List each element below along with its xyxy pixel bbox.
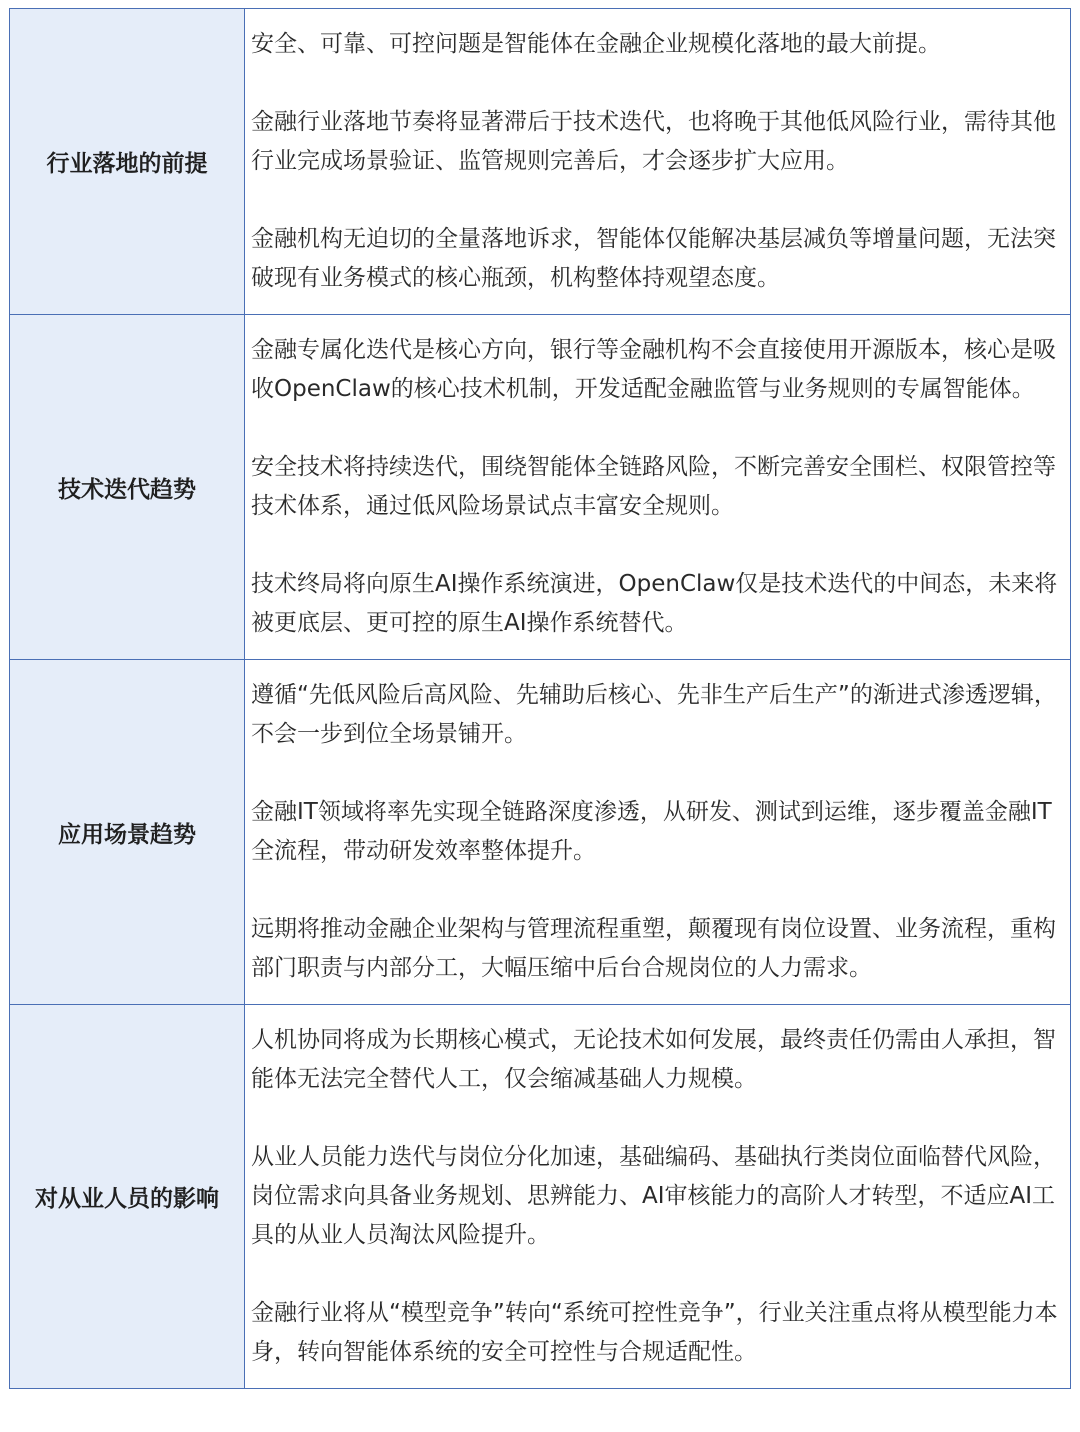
paragraph: 远期将推动金融企业架构与管理流程重塑，颠覆现有岗位设置、业务流程，重构部门职责与内部分工，大幅压缩中后台合规岗位的人力需求。 xyxy=(251,916,1056,981)
paragraph: 安全、可靠、可控问题是智能体在金融企业规模化落地的最大前提。 xyxy=(251,31,941,57)
row-label: 技术迭代趋势 xyxy=(10,315,245,659)
row-content xyxy=(245,9,1070,314)
paragraph: 金融专属化迭代是核心方向，银行等金融机构不会直接使用开源版本，核心是吸收OpenClaw的核心技术机制，开发适配金融监管与业务规则的专属智能体。 xyxy=(251,337,1056,402)
table-row-workforce-impact xyxy=(10,1005,1070,1388)
row-content xyxy=(245,315,1070,659)
paragraph: 金融IT领域将率先实现全链路深度渗透，从研发、测试到运维，逐步覆盖金融IT全流程，带动研发效率整体提升。 xyxy=(251,799,1052,864)
paragraph: 安全技术将持续迭代，围绕智能体全链路风险，不断完善安全围栏、权限管控等技术体系，通过低风险场景试点丰富安全规则。 xyxy=(251,454,1056,519)
trend-table xyxy=(9,8,1071,1389)
paragraph: 遵循“先低风险后高风险、先辅助后核心、先非生产后生产”的渐进式渗透逻辑，不会一步到位全场景铺开。 xyxy=(251,682,1057,747)
paragraph: 金融行业将从“模型竞争”转向“系统可控性竞争”，行业关注重点将从模型能力本身，转向智能体系统的安全可控性与合规适配性。 xyxy=(251,1300,1058,1365)
table-row-industry-premise xyxy=(10,9,1070,315)
table-row-scenario-trend xyxy=(10,660,1070,1005)
paragraph: 金融行业落地节奏将显著滞后于技术迭代，也将晚于其他低风险行业，需待其他行业完成场景验证、监管规则完善后，才会逐步扩大应用。 xyxy=(251,109,1056,174)
row-content xyxy=(245,660,1070,1004)
paragraph: 技术终局将向原生AI操作系统演进，OpenClaw仅是技术迭代的中间态，未来将被更底层、更可控的原生AI操作系统替代。 xyxy=(251,571,1058,636)
table-row-tech-trend xyxy=(10,315,1070,660)
row-label: 行业落地的前提 xyxy=(10,9,245,314)
row-content xyxy=(245,1005,1070,1388)
paragraph: 金融机构无迫切的全量落地诉求，智能体仅能解决基层减负等增量问题，无法突破现有业务模式的核心瓶颈，机构整体持观望态度。 xyxy=(251,226,1056,291)
row-label: 对从业人员的影响 xyxy=(10,1005,245,1388)
paragraph: 从业人员能力迭代与岗位分化加速，基础编码、基础执行类岗位面临替代风险，岗位需求向具备业务规划、思辨能力、AI审核能力的高阶人才转型，不适应AI工具的从业人员淘汰风险提升。 xyxy=(251,1144,1056,1248)
paragraph: 人机协同将成为长期核心模式，无论技术如何发展，最终责任仍需由人承担，智能体无法完全替代人工，仅会缩减基础人力规模。 xyxy=(251,1027,1056,1092)
row-label: 应用场景趋势 xyxy=(10,660,245,1004)
